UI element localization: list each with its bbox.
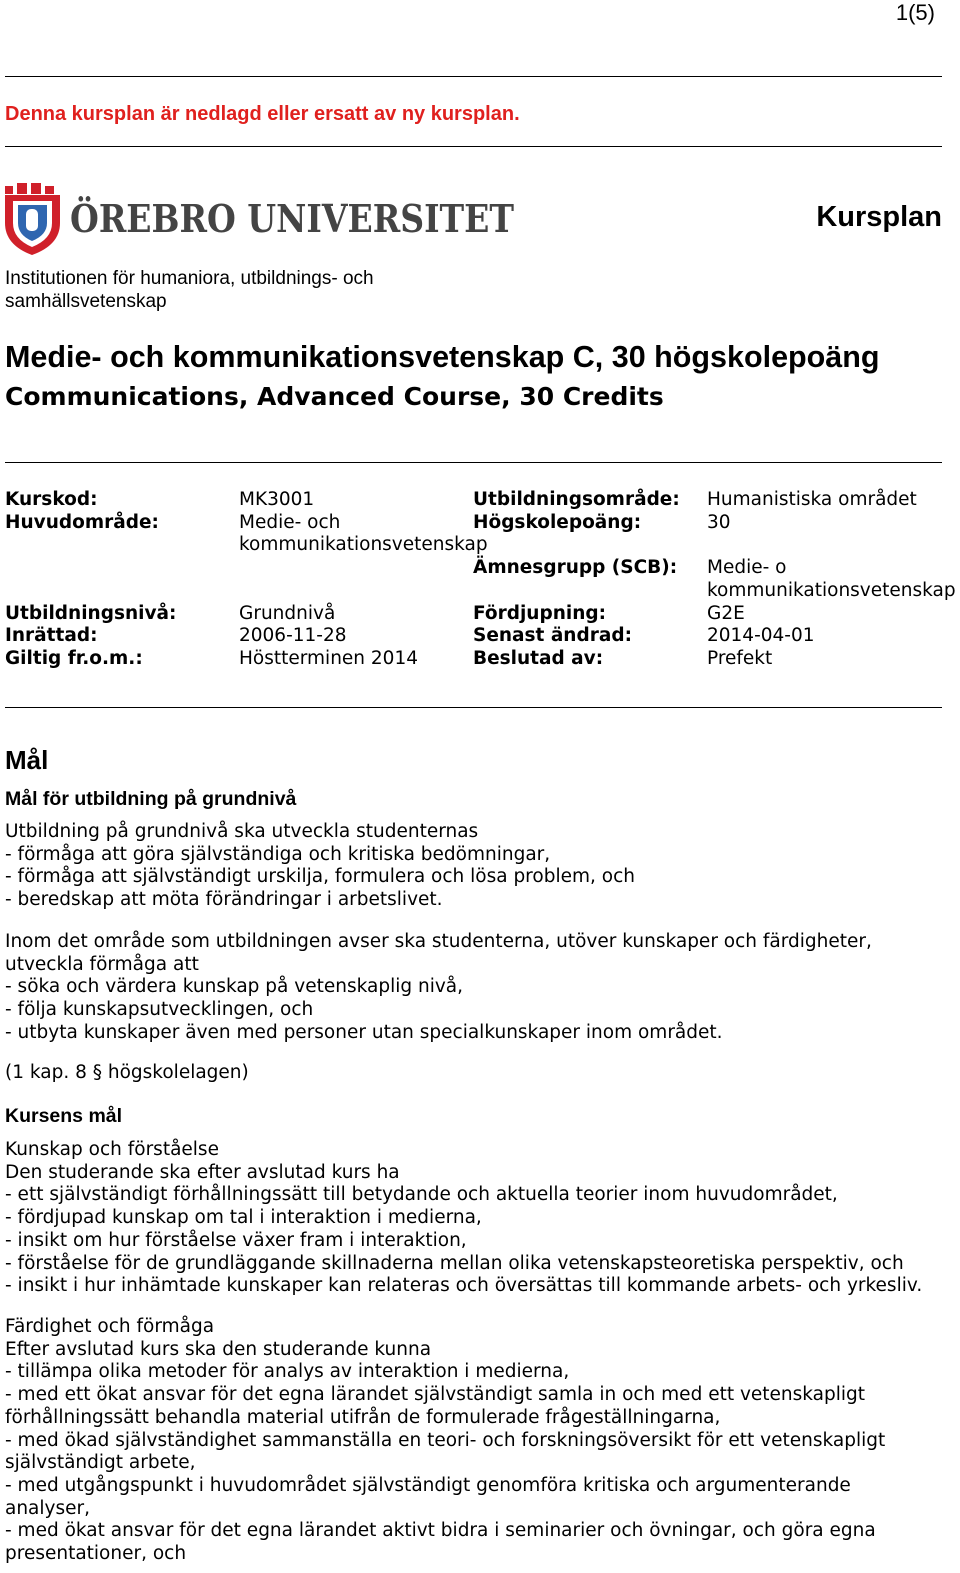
meta-label	[473, 534, 707, 557]
meta-row	[5, 580, 960, 603]
meta-label: Fördjupning:	[473, 602, 607, 624]
meta-label: Huvudområde:	[5, 511, 159, 533]
meta-label: Högskolepoäng:	[473, 511, 642, 533]
divider-meta-bottom	[5, 707, 942, 708]
meta-value: Medie- och	[239, 511, 341, 533]
meta-label: Beslutad av:	[473, 647, 604, 669]
meta-label	[5, 557, 239, 580]
divider-top	[5, 76, 942, 77]
institution-line-2: samhällsvetenskap	[5, 291, 167, 312]
meta-value: Medie- o	[707, 557, 787, 579]
meta-row	[5, 557, 960, 580]
divider-meta-top	[5, 462, 942, 463]
page-number: 1(5)	[895, 0, 935, 25]
meta-row	[5, 534, 960, 557]
paragraph-law-reference: (1 kap. 8 § högskolelagen)	[5, 1062, 249, 1083]
course-title-swedish: Medie- och kommunikationsvetenskap C, 30 högskolepoäng	[5, 340, 880, 374]
meta-label: Utbildningsområde:	[473, 489, 680, 510]
meta-value	[239, 580, 473, 603]
meta-value: Humanistiska området	[707, 489, 917, 510]
meta-value: Prefekt	[707, 647, 773, 669]
course-metadata-table	[5, 489, 960, 671]
meta-value: Grundnivå	[239, 602, 336, 624]
meta-label: Ämnesgrupp (SCB):	[473, 557, 678, 579]
course-title-english: Communications, Advanced Course, 30 Credits	[5, 382, 664, 411]
deprecation-notice: Denna kursplan är nedlagd eller ersatt av ny kursplan.	[5, 103, 520, 125]
paragraph-area-goals: Inom det område som utbildningen avser ska studenterna, utöver kunskaper och färdigheter, utveckla förmåga att - söka och värdera kunskap på vetenskaplig nivå, - följa kunskapsutvecklingen, och - utbyta kunskaper även med personer utan specialkunskaper inom området.	[5, 931, 872, 1043]
meta-value	[707, 534, 960, 557]
meta-label	[5, 580, 239, 603]
meta-row	[5, 625, 960, 648]
meta-row	[5, 648, 960, 671]
meta-row	[5, 489, 960, 512]
meta-row	[5, 603, 960, 626]
paragraph-knowledge: Kunskap och förståelse Den studerande ska efter avslutad kurs ha - ett självständigt förhållningssätt till betydande och aktuella teorier inom huvudområdet, - fördjupad kunskap om tal i interaktion i medierna, - insikt om hur förståelse växer fram i interaktion, - förståelse för de grundläggande skillnaderna mellan olika vetenskapsteoretiska perspektiv, och - insikt i hur inhämtade kunskaper kan relateras och översättas till kommande arbets- och yrkesliv.	[5, 1139, 923, 1297]
meta-value: Höstterminen 2014	[239, 647, 418, 669]
meta-value: 2006-11-28	[239, 625, 347, 647]
logo-wordmark: ÖREBRO UNIVERSITET	[70, 196, 514, 241]
meta-value	[239, 557, 473, 580]
subsection-title-goals-basic: Mål för utbildning på grundnivå	[5, 788, 297, 810]
meta-label: Inrättad:	[5, 625, 98, 647]
divider-notice	[5, 146, 942, 147]
meta-value: 30	[707, 511, 731, 533]
university-logo	[4, 183, 516, 257]
orebro-seal-icon	[4, 183, 516, 257]
paragraph-skills: Färdighet och förmåga Efter avslutad kurs ska den studerande kunna - tillämpa olika metoder för analys av interaktion i medierna, - med ett ökat ansvar för det egna lärandet självständigt samla in och med ett vetenskapligt förhållningssätt behandla material utifrån de formulerade frågeställningarna, - med ökad självständighet sammanställa en teori- och forskningsöversikt för ett vetenskapligt självständigt arbete, - med utgångspunkt i huvudområdet självständigt genomföra kritiska och argumenterande analyser, - med ökat ansvar för det egna lärandet aktivt bidra i seminarier och övningar, och göra egna presentationer, och	[5, 1316, 886, 1565]
institution-line-1: Institutionen för humaniora, utbildnings- och	[5, 268, 374, 289]
meta-label	[5, 534, 239, 557]
meta-label: Utbildningsnivå:	[5, 602, 177, 624]
institution	[5, 267, 374, 313]
meta-value: kommunikationsvetenskap	[707, 579, 956, 601]
meta-label: Kurskod:	[5, 489, 98, 510]
meta-value: G2E	[707, 602, 745, 624]
document-type: Kursplan	[816, 201, 942, 233]
paragraph-basic-goals: Utbildning på grundnivå ska utveckla studenternas - förmåga att göra självständiga och kritiska bedömningar, - förmåga att självständigt urskilja, formulera och lösa problem, och - beredskap att möta förändringar i arbetslivet.	[5, 821, 635, 911]
meta-label	[473, 580, 707, 603]
meta-value: kommunikationsvetenskap	[239, 534, 488, 556]
meta-label: Giltig fr.o.m.:	[5, 647, 143, 669]
meta-row	[5, 512, 960, 535]
meta-value: MK3001	[239, 489, 315, 510]
meta-label: Senast ändrad:	[473, 625, 632, 647]
section-title: Mål	[5, 745, 49, 775]
meta-value: 2014-04-01	[707, 625, 815, 647]
subsection-title-course-goals: Kursens mål	[5, 1105, 123, 1127]
